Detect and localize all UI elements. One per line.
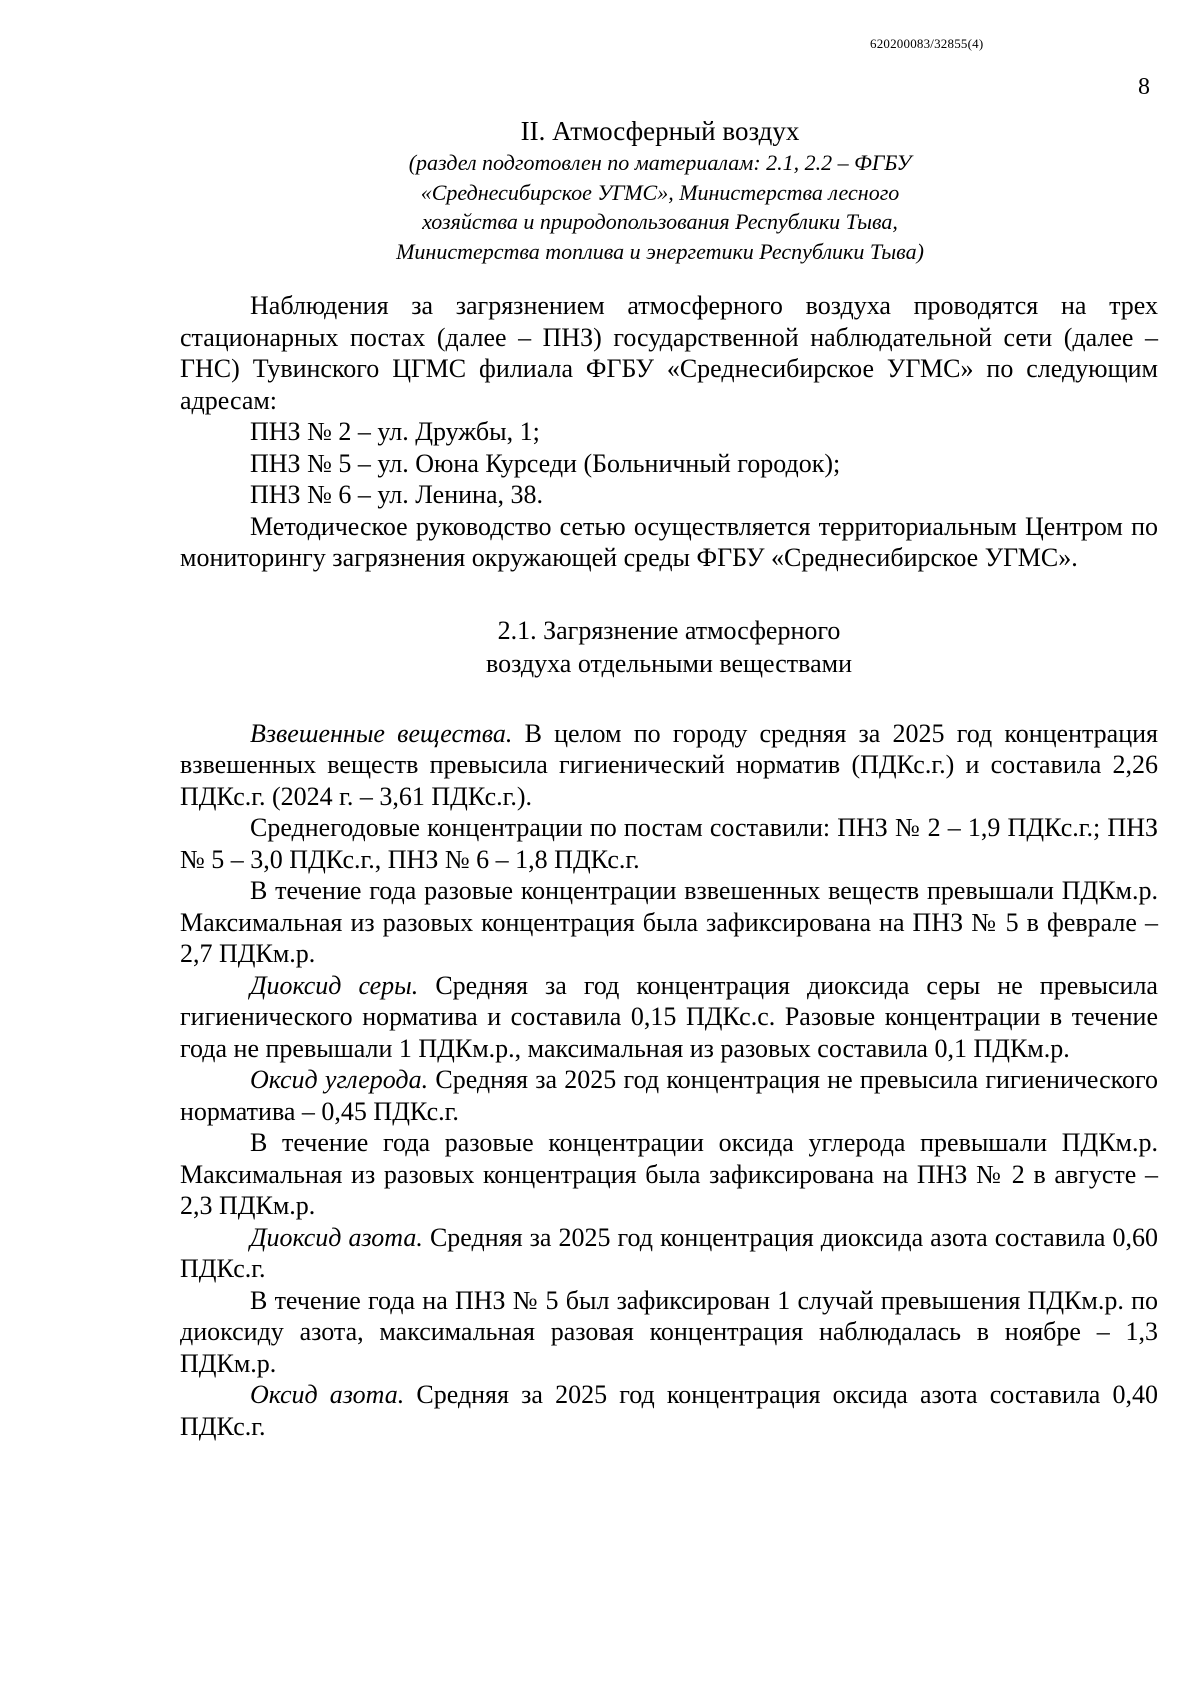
co-term: Оксид углерода. (250, 1065, 429, 1094)
no2-single-paragraph: В течение года на ПНЗ № 5 был зафиксирован 1 случай превышения ПДКм.р. по диоксиду азота, максимальная разовая концентрация наблюдалась в ноябре – 1,3 ПДКм.р. (180, 1285, 1158, 1378)
suspended-term: Взвешенные вещества. (250, 718, 513, 748)
no2-term: Диоксид азота. (250, 1222, 423, 1252)
no2-paragraph (180, 1222, 1158, 1285)
intro-paragraph: Наблюдения за загрязнением атмосферного воздуха проводятся на трех стационарных постах (далее – ПНЗ) государственной наблюдательной сети (далее – ГНС) Тувинского ЦГМС филиала ФГБУ «Среднесибирское УГМС» по следующим адресам: (180, 291, 1158, 415)
no-text: Средняя за 2025 год концентрация оксида азота составила 0,40 ПДКс.г. (180, 1380, 1158, 1441)
document-body (180, 290, 1158, 1442)
address-item: ПНЗ № 5 – ул. Оюна Курседи (Больничный городок); (250, 448, 841, 478)
subsection-title-line: воздуха отдельными веществами (486, 648, 852, 678)
source-note-line: хозяйства и природопользования Республики Тыва, (422, 209, 898, 234)
suspended-paragraph (180, 718, 1158, 813)
document-number: 620200083/32855(4) (870, 36, 984, 51)
so2-term: Диоксид серы. (250, 970, 419, 1000)
suspended-single-paragraph: В течение года разовые концентрации взвешенных веществ превышали ПДКм.р. Максимальная из разовых концентрация была зафиксирована на ПНЗ № 5 в феврале – 2,7 ПДКм.р. (180, 876, 1158, 968)
co-paragraph (180, 1064, 1158, 1127)
so2-text: Средняя за год концентрация диоксида серы не превысила гигиенического норматива и составила 0,15 ПДКс.с. Разовые концентрации в течение года не превышали 1 ПДКм.р., максимальная из разовых составила 0,1 ПДКм.р. (180, 970, 1158, 1063)
co-single-paragraph: В течение года разовые концентрации оксида углерода превышали ПДКм.р. Максимальная из разовых концентрация была зафиксирована на ПНЗ № 2 в августе – 2,3 ПДКм.р. (180, 1128, 1158, 1220)
page-number: 8 (1138, 74, 1150, 100)
address-item: ПНЗ № 6 – ул. Ленина, 38. (250, 480, 543, 509)
suspended-text: В целом по городу средняя за 2025 год концентрация взвешенных веществ превысила гигиенический норматив (ПДКс.г.) и составила 2,26 ПДКс.г. (2024 г. – 3,61 ПДКс.г.). (180, 718, 1159, 811)
address-item: ПНЗ № 2 – ул. Дружбы, 1; (250, 417, 540, 446)
source-note-line: «Среднесибирское УГМС», Министерства лесного (420, 179, 900, 205)
no-term: Оксид азота. (250, 1380, 405, 1409)
subsection-title-line: 2.1. Загрязнение атмосферного (497, 615, 841, 645)
source-note (180, 148, 1140, 266)
no2-text: Средняя за 2025 год концентрация диоксида азота составила 0,60 ПДКс.г. (180, 1222, 1158, 1283)
no-paragraph (180, 1379, 1158, 1442)
methodology-paragraph: Методическое руководство сетью осуществляется территориальным Центром по мониторингу загрязнения окружающей среды ФГБУ «Среднесибирское УГМС». (180, 511, 1158, 572)
suspended-posts-paragraph: Среднегодовые концентрации по постам составили: ПНЗ № 2 – 1,9 ПДКс.г.; ПНЗ № 5 – 3,0 ПДКс.г., ПНЗ № 6 – 1,8 ПДКс.г. (180, 813, 1158, 874)
section-title: II. Атмосферный воздух (520, 116, 800, 146)
subsection-title (180, 614, 1158, 680)
source-note-line: (раздел подготовлен по материалам: 2.1, 2.2 – ФГБУ (408, 150, 912, 175)
so2-paragraph (180, 970, 1158, 1065)
co-text: Средняя за 2025 год концентрация не превысила гигиенического норматива – 0,45 ПДКс.г. (180, 1065, 1158, 1126)
source-note-line: Министерства топлива и энергетики Республики Тыва) (396, 238, 924, 264)
